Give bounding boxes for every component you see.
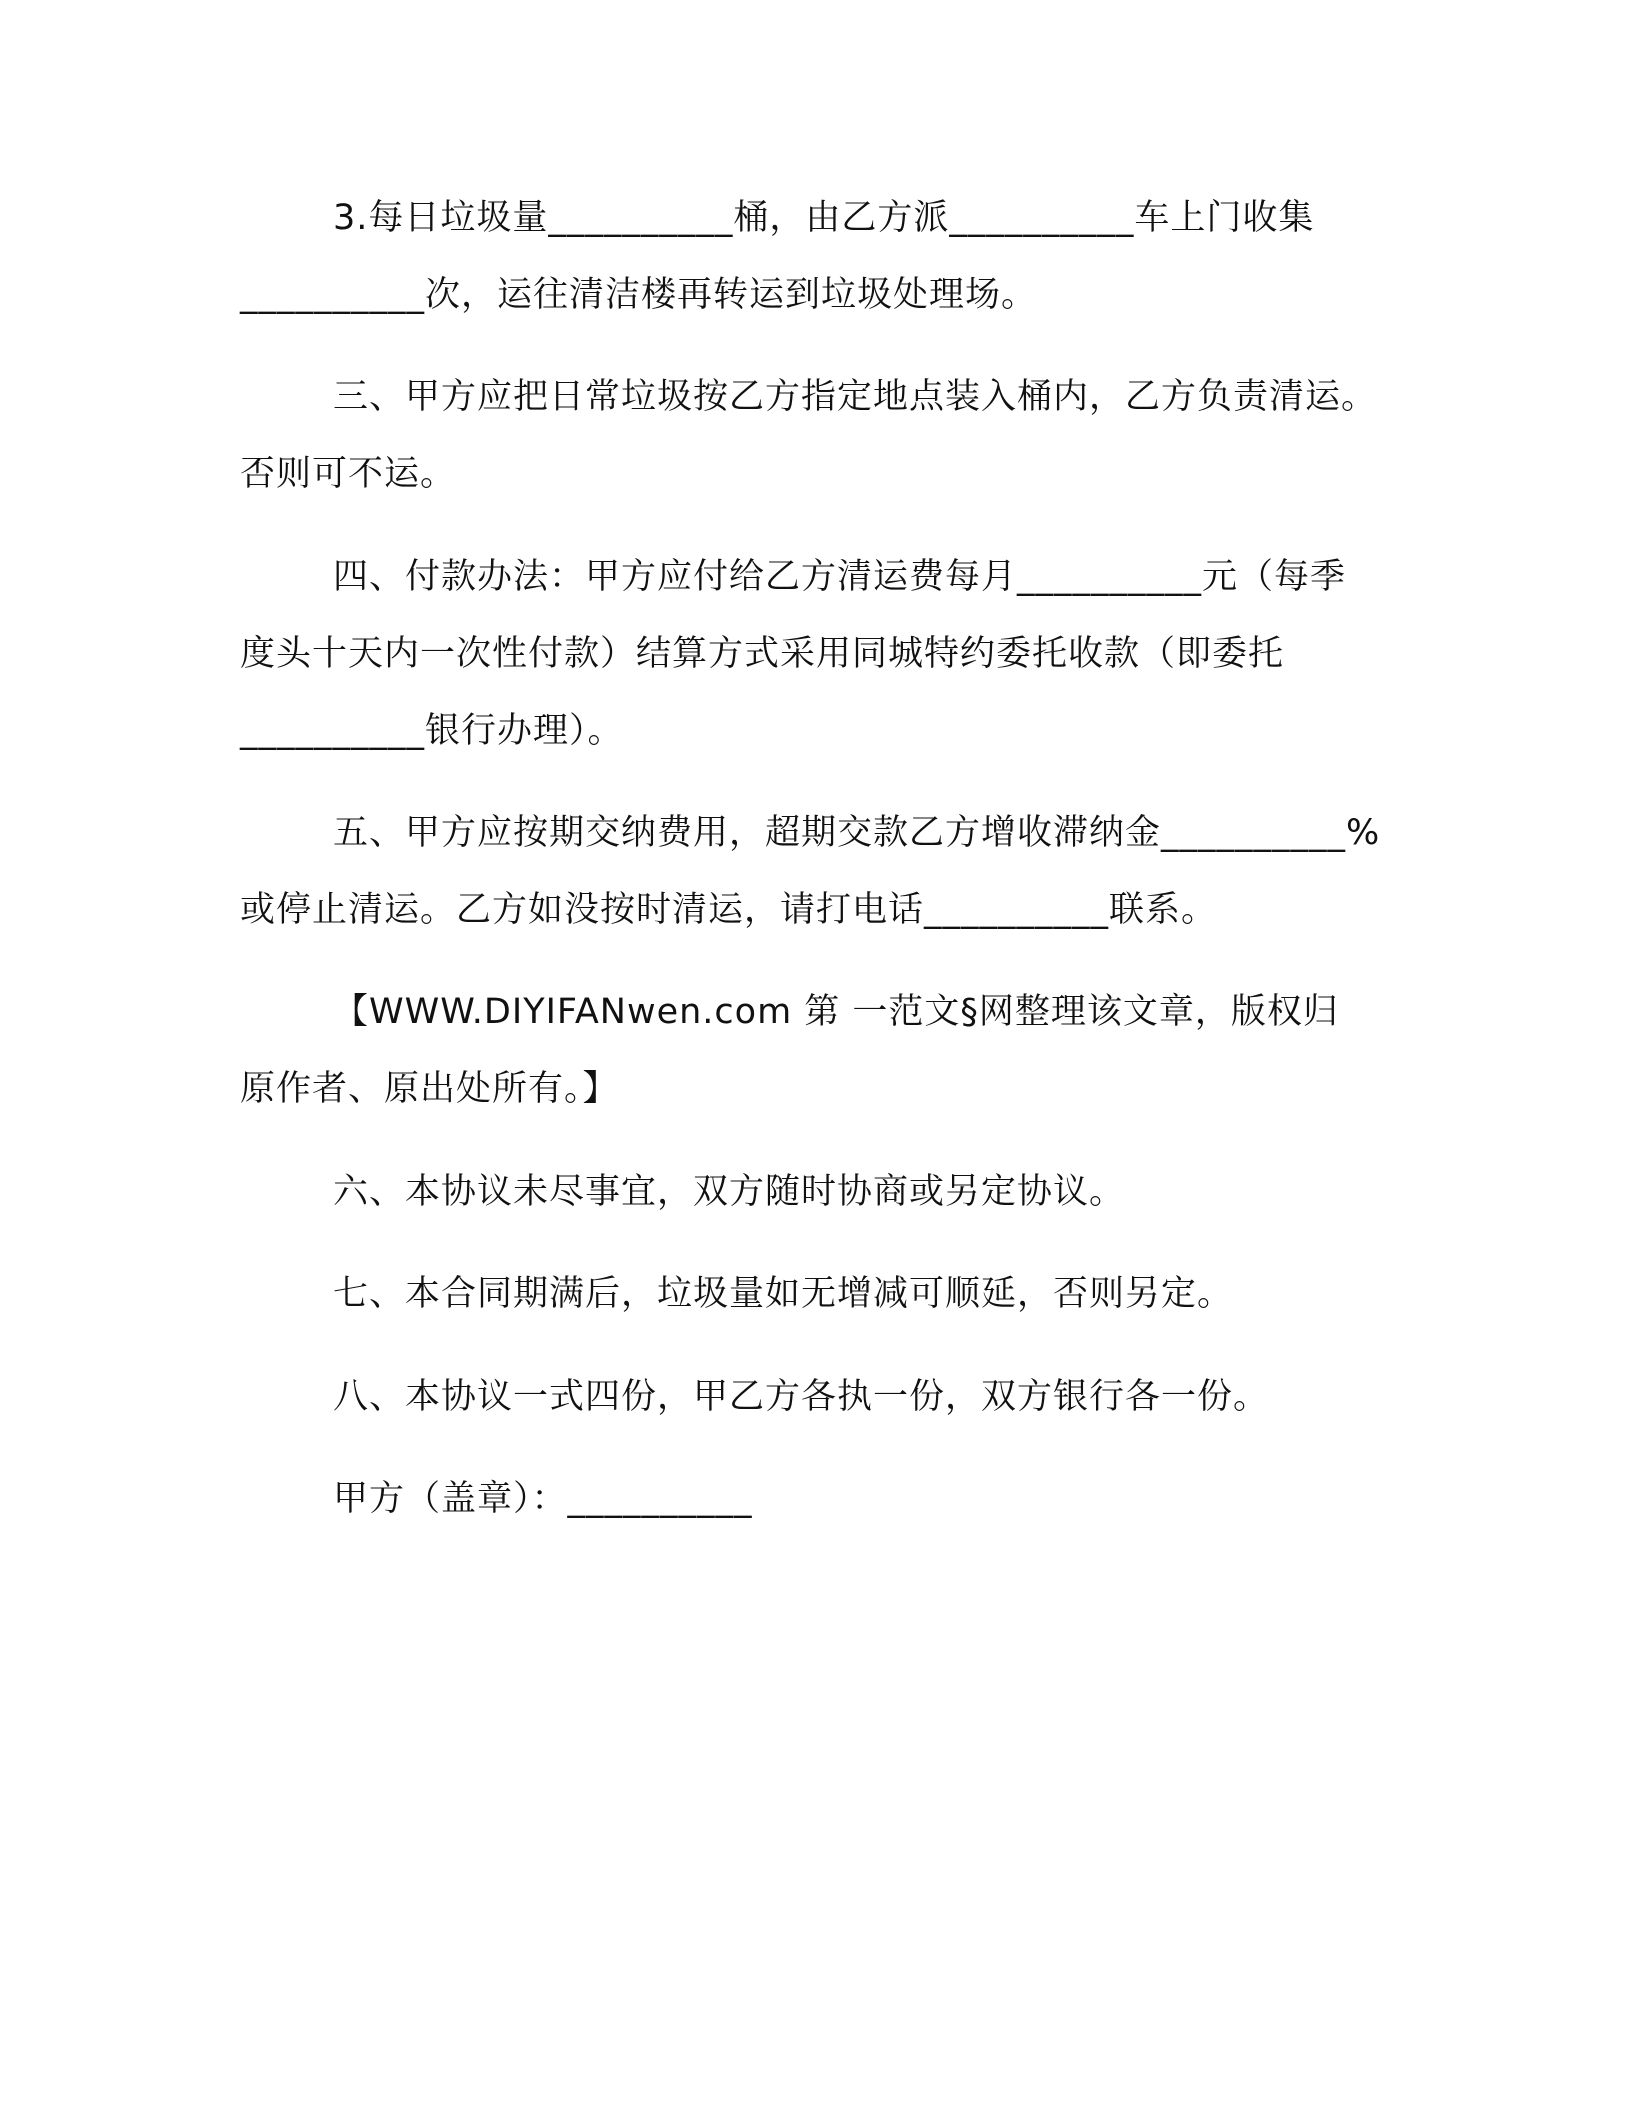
clause-3-line-2: __________次，运往清洁楼再转运到垃圾处理场。 <box>240 275 1038 315</box>
clause-3-line-1: 3.每日垃圾量__________桶，由乙方派__________车上门收集 <box>333 198 1315 238</box>
clause-four-line-1: 四、付款办法：甲方应付给乙方清运费每月__________元（每季 <box>333 557 1347 597</box>
clause-four-line-3: __________银行办理）。 <box>240 711 624 751</box>
watermark-note-line-2: 原作者、原出处所有。】 <box>240 1069 619 1109</box>
watermark-note-line-1: 【WWW.DIYIFANwen.com 第 一范文§网整理该文章，版权归 <box>333 992 1339 1032</box>
clause-six: 六、本协议未尽事宜，双方随时协商或另定协议。 <box>333 1172 1126 1212</box>
clause-five-line-1: 五、甲方应按期交纳费用，超期交款乙方增收滞纳金__________% <box>333 813 1381 853</box>
party-a-signature-line: 甲方（盖章）：__________ <box>333 1479 753 1519</box>
clause-three-line-2: 否则可不运。 <box>240 454 457 494</box>
clause-five-line-2: 或停止清运。乙方如没按时清运，请打电话__________联系。 <box>240 890 1218 930</box>
clause-three-line-1: 三、甲方应把日常垃圾按乙方指定地点装入桶内，乙方负责清运。 <box>333 377 1378 417</box>
clause-four-line-2: 度头十天内一次性付款）结算方式采用同城特约委托收款（即委托 <box>240 634 1285 674</box>
clause-eight: 八、本协议一式四份，甲乙方各执一份，双方银行各一份。 <box>333 1377 1270 1417</box>
clause-seven: 七、本合同期满后，垃圾量如无增减可顺延，否则另定。 <box>333 1274 1234 1314</box>
